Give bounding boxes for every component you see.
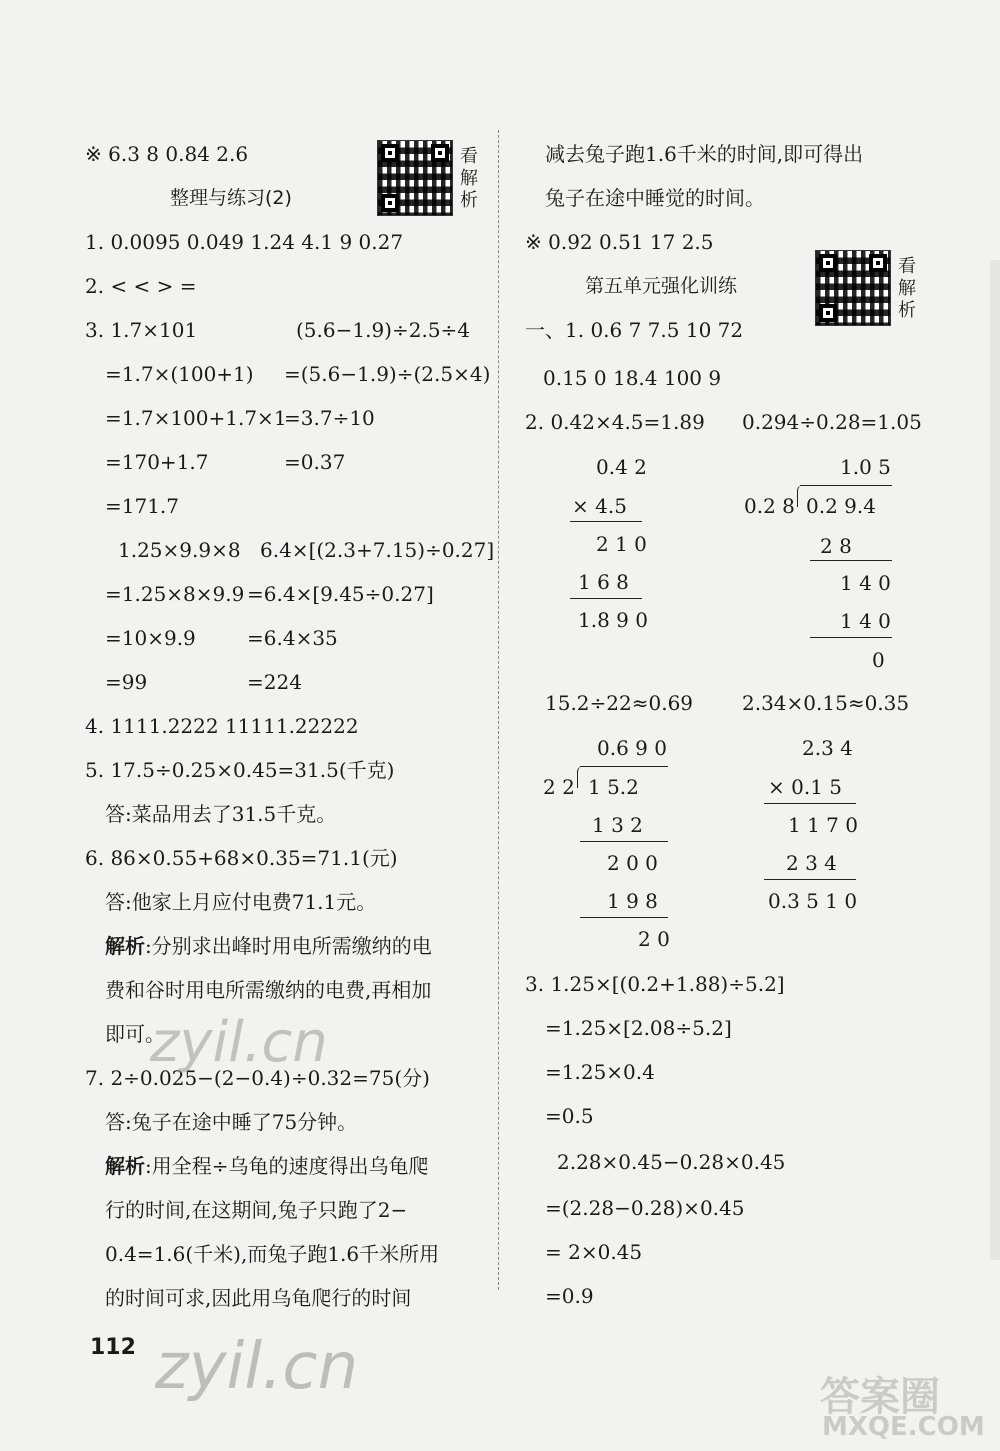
v4-partial-2: 2 3 4 bbox=[786, 851, 837, 875]
q3-c3: =10×9.9 bbox=[105, 626, 196, 650]
r-q2-eq4: 2.34×0.15≈0.35 bbox=[742, 691, 910, 715]
column-divider bbox=[498, 130, 499, 1290]
q6-answer: 答:他家上月应付电费71.1元。 bbox=[105, 890, 377, 914]
r-q1-row2: 0.15 0 18.4 100 9 bbox=[543, 366, 722, 390]
r-q3-3: =1.25×0.4 bbox=[545, 1060, 655, 1084]
v1-multiplicand: 0.4 2 bbox=[596, 455, 647, 479]
v2-division-bar bbox=[800, 485, 892, 486]
q3-b3: =3.7÷10 bbox=[284, 406, 375, 430]
left-intro: ※ 6.3 8 0.84 2.6 bbox=[85, 142, 249, 166]
v3-quotient: 0.6 9 0 bbox=[597, 736, 667, 760]
v2-remainder: 0 bbox=[872, 648, 885, 672]
r-q3-2: =1.25×[2.08÷5.2] bbox=[545, 1016, 732, 1040]
v1-rule-1 bbox=[570, 521, 642, 522]
page-edge bbox=[990, 260, 1000, 1260]
q3-a4: =170+1.7 bbox=[105, 450, 209, 474]
r-q3-8: =0.9 bbox=[545, 1284, 594, 1308]
section-title-left: 整理与练习(2) bbox=[170, 187, 292, 209]
r-q3-5: 2.28×0.45−0.28×0.45 bbox=[557, 1150, 786, 1174]
v1-partial-1: 2 1 0 bbox=[596, 532, 647, 556]
v3-step-3: 1 9 8 bbox=[607, 889, 658, 913]
r-q2-eq1: 2. 0.42×4.5=1.89 bbox=[525, 410, 705, 434]
v4-partial-1: 1 1 7 0 bbox=[788, 813, 858, 837]
q6-explanation-label: 解析 bbox=[105, 934, 145, 958]
watermark-mid: zyil.cn bbox=[150, 1010, 328, 1075]
q3-b4: =0.37 bbox=[284, 450, 346, 474]
q7-explanation-2: 行的时间,在这期间,兔子只跑了2− bbox=[105, 1198, 408, 1222]
watermark-corner-logo: 答案圈 bbox=[820, 1374, 940, 1420]
v2-step-3: 1 4 0 bbox=[840, 609, 891, 633]
v3-step-2: 2 0 0 bbox=[607, 851, 658, 875]
right-intro: ※ 0.92 0.51 17 2.5 bbox=[525, 230, 714, 254]
v2-rule-1 bbox=[810, 560, 892, 561]
r-q3-4: =0.5 bbox=[545, 1104, 594, 1128]
q3-d3: =6.4×35 bbox=[247, 626, 338, 650]
q3-b1: (5.6−1.9)÷2.5÷4 bbox=[296, 318, 471, 342]
page-number: 112 bbox=[90, 1335, 136, 1360]
r-q2-eq2: 0.294÷0.28=1.05 bbox=[742, 410, 922, 434]
v4-rule-2 bbox=[764, 879, 856, 880]
q4-answers: 4. 1111.2222 11111.22222 bbox=[85, 714, 359, 738]
v3-dividend: 1 5.2 bbox=[588, 775, 639, 799]
q3-a1: 3. 1.7×101 bbox=[85, 318, 198, 342]
q7-explanation-3: 0.4=1.6(千米),而兔子跑1.6千米所用 bbox=[105, 1242, 440, 1266]
v3-step-1: 1 3 2 bbox=[592, 813, 643, 837]
v4-rule-1 bbox=[764, 803, 856, 804]
v3-remainder: 2 0 bbox=[638, 927, 670, 951]
q7-answer: 答:兔子在途中睡了75分钟。 bbox=[105, 1110, 358, 1134]
r-q3-7: = 2×0.45 bbox=[545, 1240, 643, 1264]
q3-c1: 1.25×9.9×8 bbox=[118, 538, 241, 562]
v4-multiplicand: 2.3 4 bbox=[802, 736, 853, 760]
v3-rule-2 bbox=[580, 917, 668, 918]
q6-equation: 6. 86×0.55+68×0.35=71.1(元) bbox=[85, 846, 398, 870]
q7-explanation-label: 解析 bbox=[105, 1154, 145, 1178]
v2-quotient: 1.0 5 bbox=[840, 455, 891, 479]
v1-partial-2: 1 6 8 bbox=[578, 570, 629, 594]
v2-dividend: 0.2 9.4 bbox=[806, 494, 876, 518]
qr-label-left: 看解析 bbox=[460, 146, 478, 211]
v1-rule-2 bbox=[570, 598, 642, 599]
q7-equation: 7. 2÷0.025−(2−0.4)÷0.32=75(分) bbox=[85, 1066, 430, 1090]
q6-explanation-1: 解析:分别求出峰时用电所需缴纳的电 bbox=[105, 934, 432, 958]
v3-bracket bbox=[577, 766, 584, 788]
v3-divisor: 2 2 bbox=[543, 775, 575, 799]
q3-c4: =99 bbox=[105, 670, 148, 694]
v2-divisor: 0.2 8 bbox=[744, 494, 795, 518]
q3-c2: =1.25×8×9.9 bbox=[105, 582, 245, 606]
right-continued-2: 兔子在途中睡觉的时间。 bbox=[545, 186, 765, 210]
r-q3-6: =(2.28−0.28)×0.45 bbox=[545, 1196, 745, 1220]
v1-multiplier: × 4.5 bbox=[572, 494, 627, 518]
q6-explanation-2: 费和谷时用电所需缴纳的电费,再相加 bbox=[105, 978, 432, 1002]
q3-a5: =171.7 bbox=[105, 494, 180, 518]
q7-explanation-1: 解析:用全程÷乌龟的速度得出乌龟爬 bbox=[105, 1154, 429, 1178]
q3-d4: =224 bbox=[247, 670, 302, 694]
v2-rule-2 bbox=[810, 637, 892, 638]
qr-code-right[interactable] bbox=[815, 250, 891, 326]
q3-a2: =1.7×(100+1) bbox=[105, 362, 254, 386]
v3-rule-1 bbox=[580, 841, 668, 842]
q5-answer: 答:菜品用去了31.5千克。 bbox=[105, 802, 337, 826]
q6-explanation-3: 即可。 bbox=[105, 1022, 165, 1046]
v4-multiplier: × 0.1 5 bbox=[768, 775, 843, 799]
q1-answers: 1. 0.0095 0.049 1.24 4.1 9 0.27 bbox=[85, 230, 404, 254]
qr-code-left[interactable] bbox=[377, 140, 453, 216]
q5-equation: 5. 17.5÷0.25×0.45=31.5(千克) bbox=[85, 758, 395, 782]
watermark-corner-url: MXQE.COM bbox=[822, 1412, 985, 1442]
q3-d2: =6.4×[9.45÷0.27] bbox=[247, 582, 434, 606]
q3-b2: =(5.6−1.9)÷(2.5×4) bbox=[284, 362, 491, 386]
section-title-right: 第五单元强化训练 bbox=[585, 275, 738, 297]
qr-label-right: 看解析 bbox=[898, 256, 916, 321]
r-q3-1: 3. 1.25×[(0.2+1.88)÷5.2] bbox=[525, 972, 785, 996]
v1-product: 1.8 9 0 bbox=[578, 608, 648, 632]
q7-explanation-4: 的时间可求,因此用乌龟爬行的时间 bbox=[105, 1286, 412, 1310]
v4-product: 0.3 5 1 0 bbox=[768, 889, 858, 913]
r-q2-eq3: 15.2÷22≈0.69 bbox=[545, 691, 694, 715]
q3-a3: =1.7×100+1.7×1 bbox=[105, 406, 287, 430]
watermark-bottom: zyil.cn bbox=[155, 1330, 359, 1404]
v3-division-bar bbox=[580, 766, 668, 767]
v2-step-2: 1 4 0 bbox=[840, 571, 891, 595]
q3-d1: 6.4×[(2.3+7.15)÷0.27] bbox=[260, 538, 495, 562]
right-continued-1: 减去兔子跑1.6千米的时间,即可得出 bbox=[545, 142, 864, 166]
v2-step-1: 2 8 bbox=[820, 534, 852, 558]
v2-bracket bbox=[797, 485, 804, 507]
r-q1-row1: 一、1. 0.6 7 7.5 10 72 bbox=[525, 318, 744, 342]
q2-answers: 2. < < > = bbox=[85, 274, 197, 298]
